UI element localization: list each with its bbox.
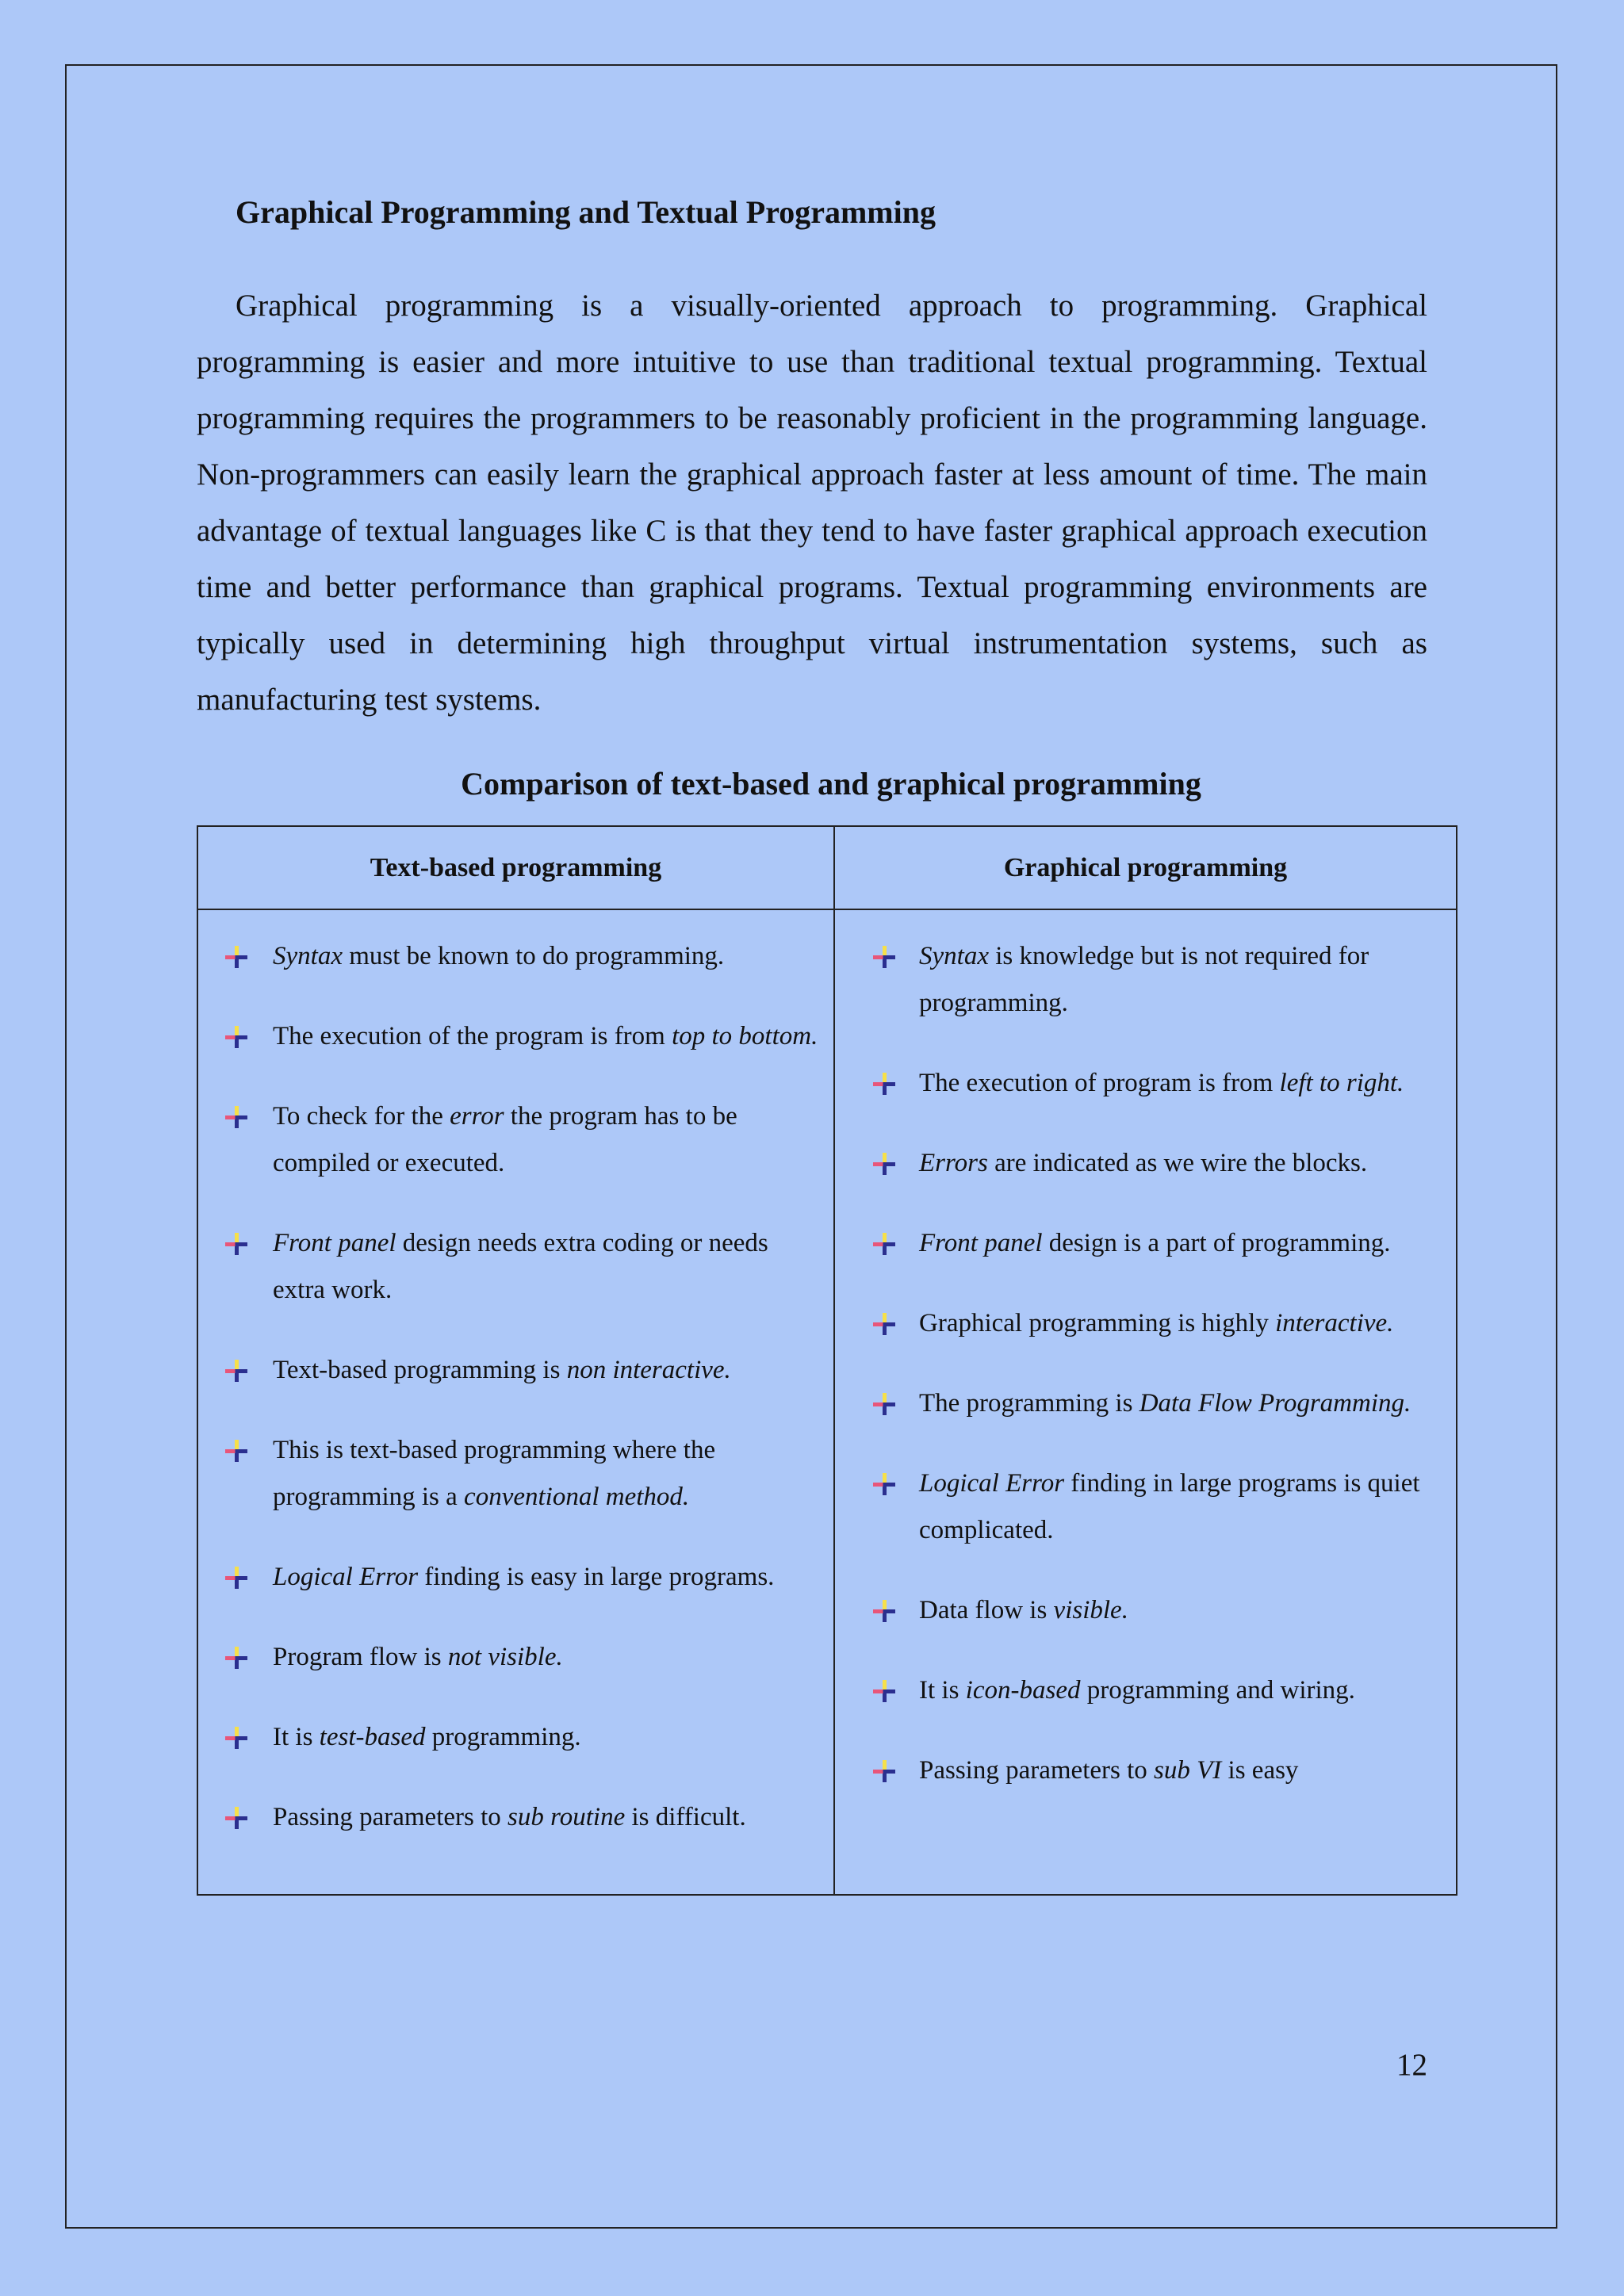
item-text: Syntax is knowledge but is not required for programming.: [919, 942, 1369, 1017]
list-item: [225, 1220, 820, 1314]
cross-bullet-icon: [873, 1760, 895, 1782]
cross-bullet-icon: [225, 1727, 247, 1749]
list-item: [225, 933, 820, 980]
item-text: It is icon-based programming and wiring.: [919, 1676, 1355, 1705]
item-text: Graphical programming is highly interactive.: [919, 1309, 1394, 1337]
page-number: 12: [1396, 2048, 1427, 2082]
cross-bullet-icon: [225, 1233, 247, 1255]
intro-paragraph: Graphical programming is a visually-oriented approach to programming. Graphical programming is easier and more intuitive to use than traditional textual programming. Textual programming requires the programmers to be reasonably proficient in the programming language. Non-programmers can easily learn the graphical approach faster at less amount of time. The main advantage of textual languages like C is that they tend to have faster graphical approach execution time and better performance than graphical programs. Textual programming environments are typically used in determining high throughput virtual instrumentation systems, such as manufacturing test systems.: [197, 289, 1427, 717]
list-item: [225, 1427, 820, 1521]
list-item: [225, 1347, 820, 1394]
cross-bullet-icon: [873, 1073, 895, 1095]
item-text: Passing parameters to sub routine is difficult.: [273, 1803, 746, 1831]
list-item: [873, 933, 1460, 1027]
item-text: Logical Error finding is easy in large programs.: [273, 1563, 775, 1591]
column-divider: [833, 827, 835, 1894]
item-text: Passing parameters to sub VI is easy: [919, 1756, 1299, 1785]
item-text: Errors are indicated as we wire the blocks.: [919, 1149, 1368, 1177]
list-item: [873, 1140, 1460, 1187]
text-based-list: [225, 933, 820, 1874]
item-text: This is text-based programming where the programming is a conventional method.: [273, 1436, 716, 1511]
comparison-table: [197, 825, 1457, 1896]
list-item: [873, 1667, 1460, 1714]
section-heading: Graphical Programming and Textual Programming: [236, 194, 936, 230]
list-item: [873, 1587, 1460, 1634]
list-item: [873, 1300, 1460, 1347]
cross-bullet-icon: [873, 1600, 895, 1622]
cross-bullet-icon: [873, 1393, 895, 1415]
list-item: [873, 1220, 1460, 1267]
item-text: The execution of program is from left to right.: [919, 1069, 1404, 1097]
table-caption: Comparison of text-based and graphical programming: [461, 766, 1201, 802]
list-item: [225, 1634, 820, 1681]
cross-bullet-icon: [873, 946, 895, 968]
list-item: [225, 1013, 820, 1060]
cross-bullet-icon: [225, 1807, 247, 1829]
list-item: [873, 1747, 1460, 1794]
item-text: Text-based programming is non interactive.: [273, 1356, 731, 1384]
list-item: [225, 1093, 820, 1187]
cross-bullet-icon: [873, 1680, 895, 1702]
item-text: The programming is Data Flow Programming.: [919, 1389, 1411, 1418]
list-item: [873, 1060, 1460, 1107]
cross-bullet-icon: [873, 1473, 895, 1495]
cross-bullet-icon: [225, 1360, 247, 1382]
list-item: [873, 1460, 1460, 1554]
item-text: To check for the error the program has to be compiled or executed.: [273, 1102, 737, 1177]
item-text: Program flow is not visible.: [273, 1643, 563, 1671]
list-item: [225, 1554, 820, 1601]
cross-bullet-icon: [225, 1440, 247, 1462]
graphical-list: [873, 933, 1460, 1827]
item-text: The execution of the program is from top to bottom.: [273, 1022, 818, 1050]
column-header-text-based: Text-based programming: [370, 853, 662, 882]
cross-bullet-icon: [225, 1567, 247, 1589]
cross-bullet-icon: [225, 946, 247, 968]
item-text: Syntax must be known to do programming.: [273, 942, 725, 970]
item-text: It is test-based programming.: [273, 1723, 581, 1751]
list-item: [225, 1714, 820, 1761]
cross-bullet-icon: [873, 1153, 895, 1175]
header-divider: [198, 909, 1456, 910]
cross-bullet-icon: [225, 1026, 247, 1048]
cross-bullet-icon: [873, 1313, 895, 1335]
column-header-graphical: Graphical programming: [1003, 853, 1288, 882]
cross-bullet-icon: [225, 1106, 247, 1128]
item-text: Data flow is visible.: [919, 1596, 1128, 1624]
list-item: [225, 1794, 820, 1841]
cross-bullet-icon: [873, 1233, 895, 1255]
item-text: Logical Error finding in large programs is quiet complicated.: [919, 1469, 1420, 1544]
item-text: Front panel design needs extra coding or needs extra work.: [273, 1229, 768, 1304]
cross-bullet-icon: [225, 1647, 247, 1669]
item-text: Front panel design is a part of programming.: [919, 1229, 1391, 1257]
list-item: [873, 1380, 1460, 1427]
